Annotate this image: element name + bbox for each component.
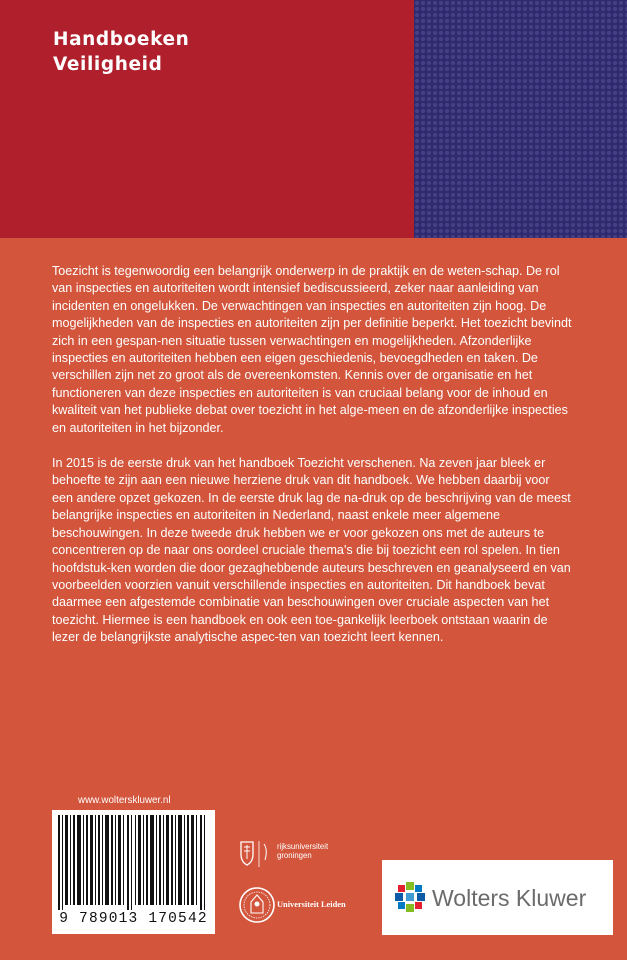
rug-logo-text xyxy=(277,842,328,860)
series-title-line2: Veiligheid xyxy=(53,54,163,75)
back-cover-blurb xyxy=(52,263,572,665)
halftone-pattern xyxy=(414,0,627,238)
rug-crest-icon xyxy=(238,838,272,870)
cover-top-blue-pattern-panel xyxy=(414,0,627,238)
wolters-kluwer-icon xyxy=(395,882,425,912)
isbn-barcode xyxy=(52,810,215,934)
blurb-paragraph-1: Toezicht is tegenwoordig een belangrijk onderwerp in de praktijk en de weten-schap. De rol van inspecties en autoriteiten wordt intensief bediscussieerd, zeker naar aanleiding van incidenten en ongelukken. De verwachtingen van inspecties en autoriteiten zijn hoog. De mogelijkheden van de inspecties en autoriteiten zijn per definitie beperkt. Het toezicht bevindt zich in een gespan-nen situatie tussen verwachtingen en mogelijkheden. Afzonderlijke inspecties en autoriteiten hebben een eigen geschiedenis, bevoegdheden en taken. De verschillen zijn net zo groot als de overeenkomsten. Kennis over de organisatie en het functioneren van deze inspecties en autoriteiten is van cruciaal belang voor de inhoud en kwaliteit van het publieke debat over toezicht in het alge-meen en de afzonderlijke inspecties en autoriteiten in het bijzonder. xyxy=(52,264,572,435)
wolters-kluwer-wordmark: Wolters Kluwer xyxy=(432,885,587,911)
rug-line2: groningen xyxy=(277,851,312,860)
series-title xyxy=(53,27,189,77)
leiden-seal-icon xyxy=(238,882,276,928)
series-title-line1: Handboeken xyxy=(53,29,190,50)
blurb-paragraph-2: In 2015 is de eerste druk van het handboek Toezicht verschenen. Na zeven jaar bleek er behoefte te zijn aan een nieuwe herziene druk van dit handboek. We hebben daarbij voor een andere opzet gekozen. In de eerste druk lag de na-druk op de beschrijving van de meest belangrijke inspecties en autoriteiten in Nederland, naast enkele meer algemene beschouwingen. In deze tweede druk hebben we er voor gekozen ons met de auteurs te concentreren op de naar ons oordeel cruciale thema's die bij toezicht een rol spelen. In tien hoofdstuk-ken worden die door gezaghebbende auteurs beschreven en geanalyseerd en van voorbeelden voorzien vanuit verschillende inspecties en autoriteiten. Dit handboek bevat daarmee een afgestemde combinatie van beschouwingen over cruciale aspecten van het toezicht. Hiermee is een handboek en ook een toe-gankelijk leerboek ontstaan waarin de lezer de belangrijkste analytische aspec-ten van toezicht leert kennen. xyxy=(52,456,571,645)
rug-line1: rijksuniversiteit xyxy=(277,842,329,851)
leiden-logo-text: Universiteit Leiden xyxy=(277,900,346,909)
wolters-kluwer-logo xyxy=(382,860,613,935)
publisher-website: www.wolterskluwer.nl xyxy=(78,795,171,806)
isbn-number: 9 789013 170542 xyxy=(59,911,208,927)
barcode-bars xyxy=(58,815,209,910)
